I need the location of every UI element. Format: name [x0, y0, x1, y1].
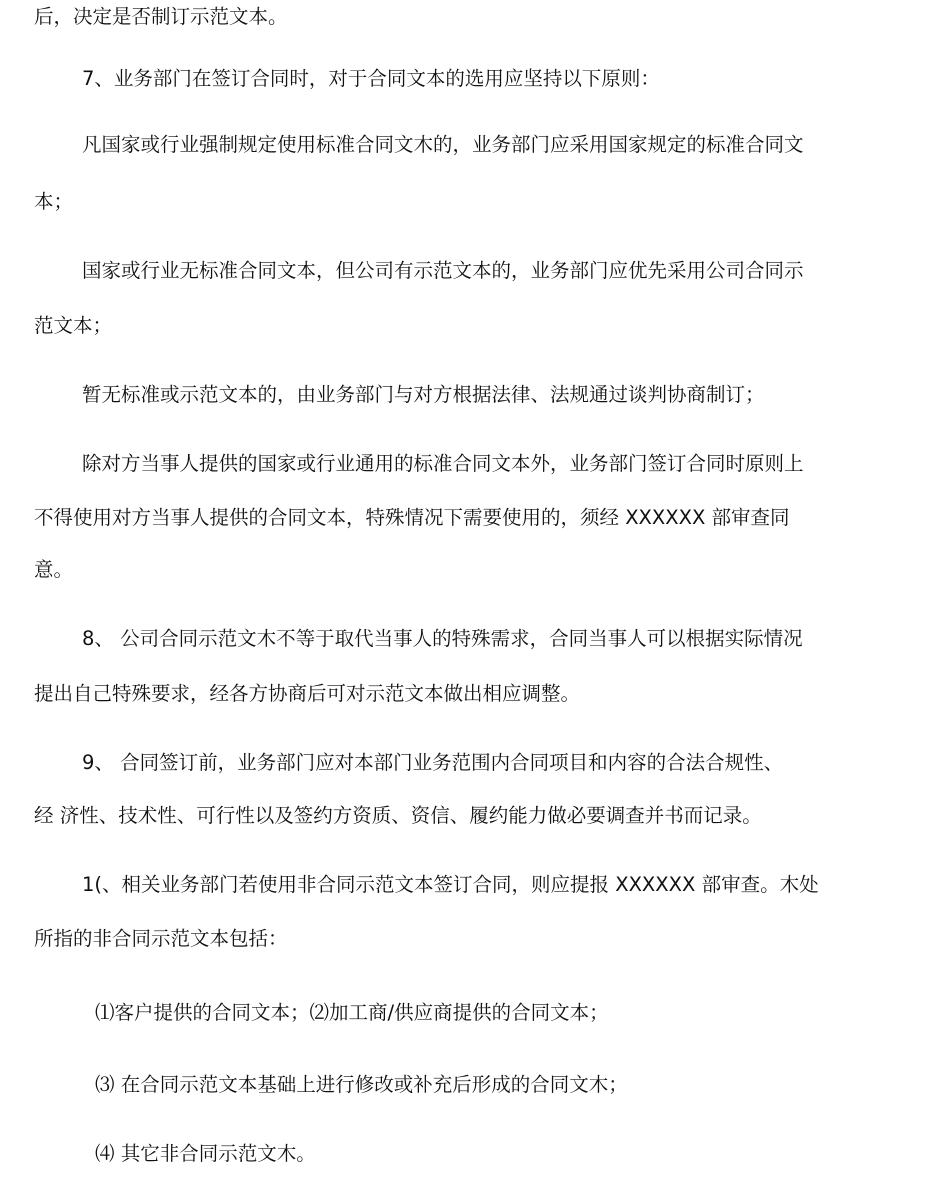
- text-line-3: 凡国家或行业强制规定使用标准合同文木的，业务部门应采用国家规定的标准合同文: [82, 133, 804, 156]
- text-line-19: ⑷ 其它非合同示范文木。: [95, 1142, 316, 1165]
- text-line-13: 9、 合同签订前，业务部门应对本部门业务范围内合同项目和内容的合法合规性、: [82, 751, 784, 774]
- text-line-11: 8、 公司合同示范文木不等于取代当事人的特殊需求，合同当事人可以根据实际情况: [82, 627, 803, 650]
- text-line-14: 经 济性、技术性、可行性以及签约方资质、资信、履约能力做必要调查并书而记录。: [34, 804, 762, 827]
- text-line-12: 提出自己特殊要求，经各方协商后可对示范文本做出相应调整。: [34, 682, 581, 705]
- text-line-10: 意。: [34, 558, 74, 581]
- text-line-2: 7、业务部门在签订合同时，对于合同文本的选用应坚持以下原则：: [82, 67, 660, 90]
- text-line-16: 所指的非合同示范文本包括：: [34, 927, 288, 950]
- text-line-4: 本；: [34, 190, 74, 213]
- text-line-15: 1(、相关业务部门若使用非合同示范文本签订合同，则应提报 XXXXXX 部审查。木处: [82, 873, 819, 896]
- text-line-5: 国家或行业无标准合同文本，但公司有示范文本的，业务部门应优先采用公司合同示: [82, 259, 804, 282]
- text-line-18: ⑶ 在合同示范文本基础上进行修改或补充后形成的合同文木；: [95, 1073, 628, 1096]
- text-line-9: 不得使用对方当事人提供的合同文本，特殊情况下需要使用的，须经 XXXXXX 部审查同: [34, 506, 790, 529]
- text-line-17: ⑴客户提供的合同文本；⑵加工商/供应商提供的合同文本；: [95, 1001, 609, 1024]
- text-line-6: 范文本；: [34, 314, 113, 337]
- text-line-7: 暂无标准或示范文本的，由业务部门与对方根据法律、法规通过谈判协商制订；: [82, 383, 765, 406]
- text-line-8: 除对方当事人提供的国家或行业通用的标准合同文本外，业务部门签订合同时原则上: [82, 452, 804, 475]
- text-line-1: 后，决定是否制订示范文本。: [34, 5, 288, 28]
